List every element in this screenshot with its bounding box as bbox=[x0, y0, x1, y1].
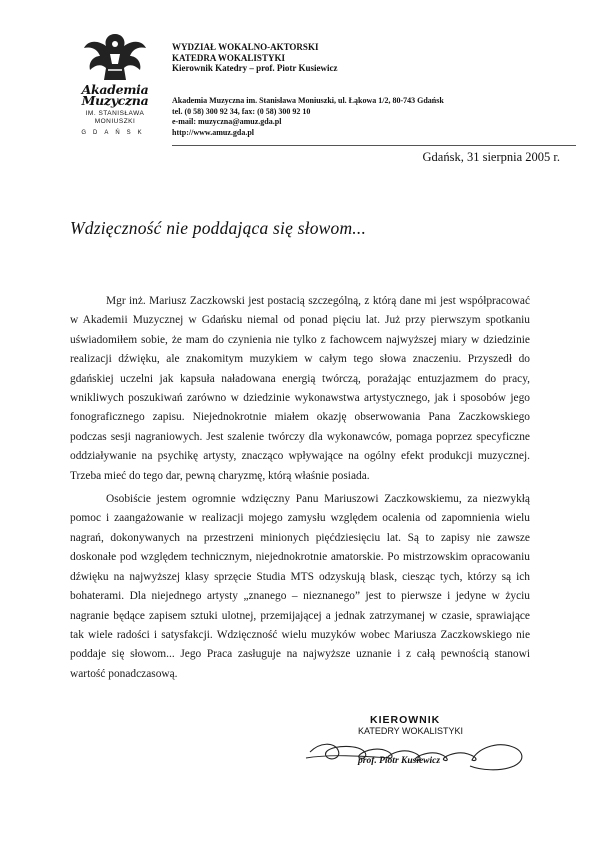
logo-name-line2: Muzyczna bbox=[81, 93, 149, 108]
academy-logo bbox=[72, 30, 158, 140]
signature-title: KIEROWNIK bbox=[370, 714, 441, 726]
letterhead-contact bbox=[172, 96, 444, 138]
logo-name bbox=[72, 84, 158, 106]
signature-department: KATEDRY WOKALISTYKI bbox=[358, 726, 464, 736]
address: Akademia Muzyczna im. Stanisława Moniuszki, ul. Łąkowa 1/2, 80-743 Gdańsk bbox=[172, 96, 444, 105]
letter-heading: Wdzięczność nie poddająca się słowom... bbox=[70, 218, 367, 238]
paragraph: Mgr inż. Mariusz Zaczkowski jest postacią szczególną, z którą dane mi jest współpracować w Akademii Muzycznej w Gdańsku niemal od ponad pięciu lat. Już przy pierwszym spotkaniu uświadomiłem sobie, że mam do czynienia nie tylko z fachowcem najwyższej miary w dziedzinie realizacji dźwięku, ale znakomitym muzykiem w całym tego słowa znaczeniu. Przyszedł do gdańskiej uczelni jak kapsuła naładowana energią twórczą, porażając entuzjazmem do pracy, wnikliwych poszukiwań zarówno w dziedzinie wykonawstwa artystycznego, jak i sposobów jego fonograficznego zapisu. Niejednokrotnie miałem okazję obserwowania Pana Zaczkowskiego podczas sesji nagraniowych. Jest szalenie twórczy dla wykonawców, pomaga poprzez specyficzne oddziaływanie na psychikę artysty, znacząco wpływające na ogólny efekt produkcji muzycznej. Trzeba mieć do tego dar, pewną charyzmę, którą właśnie posiada. bbox=[70, 295, 530, 482]
letterhead-header bbox=[172, 42, 338, 74]
department-head: Kierownik Katedry – prof. Piotr Kusiewicz bbox=[172, 63, 338, 73]
logo-sub-line2: MONIUSZKI bbox=[94, 118, 136, 125]
email: e-mail: muzyczna@amuz.gda.pl bbox=[172, 117, 282, 126]
logo-name-line1: Akademia bbox=[81, 82, 149, 97]
logo-subtitle bbox=[72, 110, 158, 126]
logo-sub-line1: IM. STANISŁAWA bbox=[85, 110, 145, 117]
website: http://www.amuz.gda.pl bbox=[172, 127, 255, 137]
letter-body bbox=[70, 292, 530, 688]
logo-city: GDAŃSK bbox=[81, 130, 149, 136]
paragraph: Osobiście jestem ogromnie wdzięczny Panu Mariuszowi Zaczkowskiemu, za niezwykłą pomoc i zaangażowanie w realizacji mojego zamysłu względem ocalenia od zapomnienia wielu nagrań, dokonywanych na przestrzeni minionych pięćdziesięciu lat. Są to zapisy nie zawsze doskonałe pod względem technicznym, niejednokrotnie amatorskie. Po mistrzowskim opracowaniu dźwięku na najwyższej klasy sprzęcie Studia MTS odzyskują blask, ciesząc tych, którzy są ich bohaterami. Dla niejednego artysty „znanego – nieznanego” jest to pierwsze i jedyne w życiu nagranie będące zapisem sztuki ulotnej, przemijającej a jednak zatrzymanej w czasie, sprawiające tak wiele radości i satysfakcji. Wdzięczność wielu muzyków wobec Mariusza Zaczkowskiego nie poddaje się słowom... Jego Praca zasługuje na najwyższe uznanie i z całą pewnością stanowi wartość ponadczasową. bbox=[70, 493, 530, 680]
date-line: Gdańsk, 31 sierpnia 2005 r. bbox=[422, 150, 560, 164]
header-divider bbox=[172, 145, 576, 146]
eagle-emblem-icon bbox=[80, 30, 150, 82]
faculty-name: WYDZIAŁ WOKALNO-AKTORSKI bbox=[172, 42, 319, 52]
signature-block bbox=[300, 714, 540, 784]
department-name: KATEDRA WOKALISTYKI bbox=[172, 52, 285, 63]
signatory-name: prof. Piotr Kusiewicz bbox=[358, 756, 441, 766]
phone-fax: tel. (0 58) 300 92 34, fax: (0 58) 300 92 10 bbox=[172, 106, 311, 116]
